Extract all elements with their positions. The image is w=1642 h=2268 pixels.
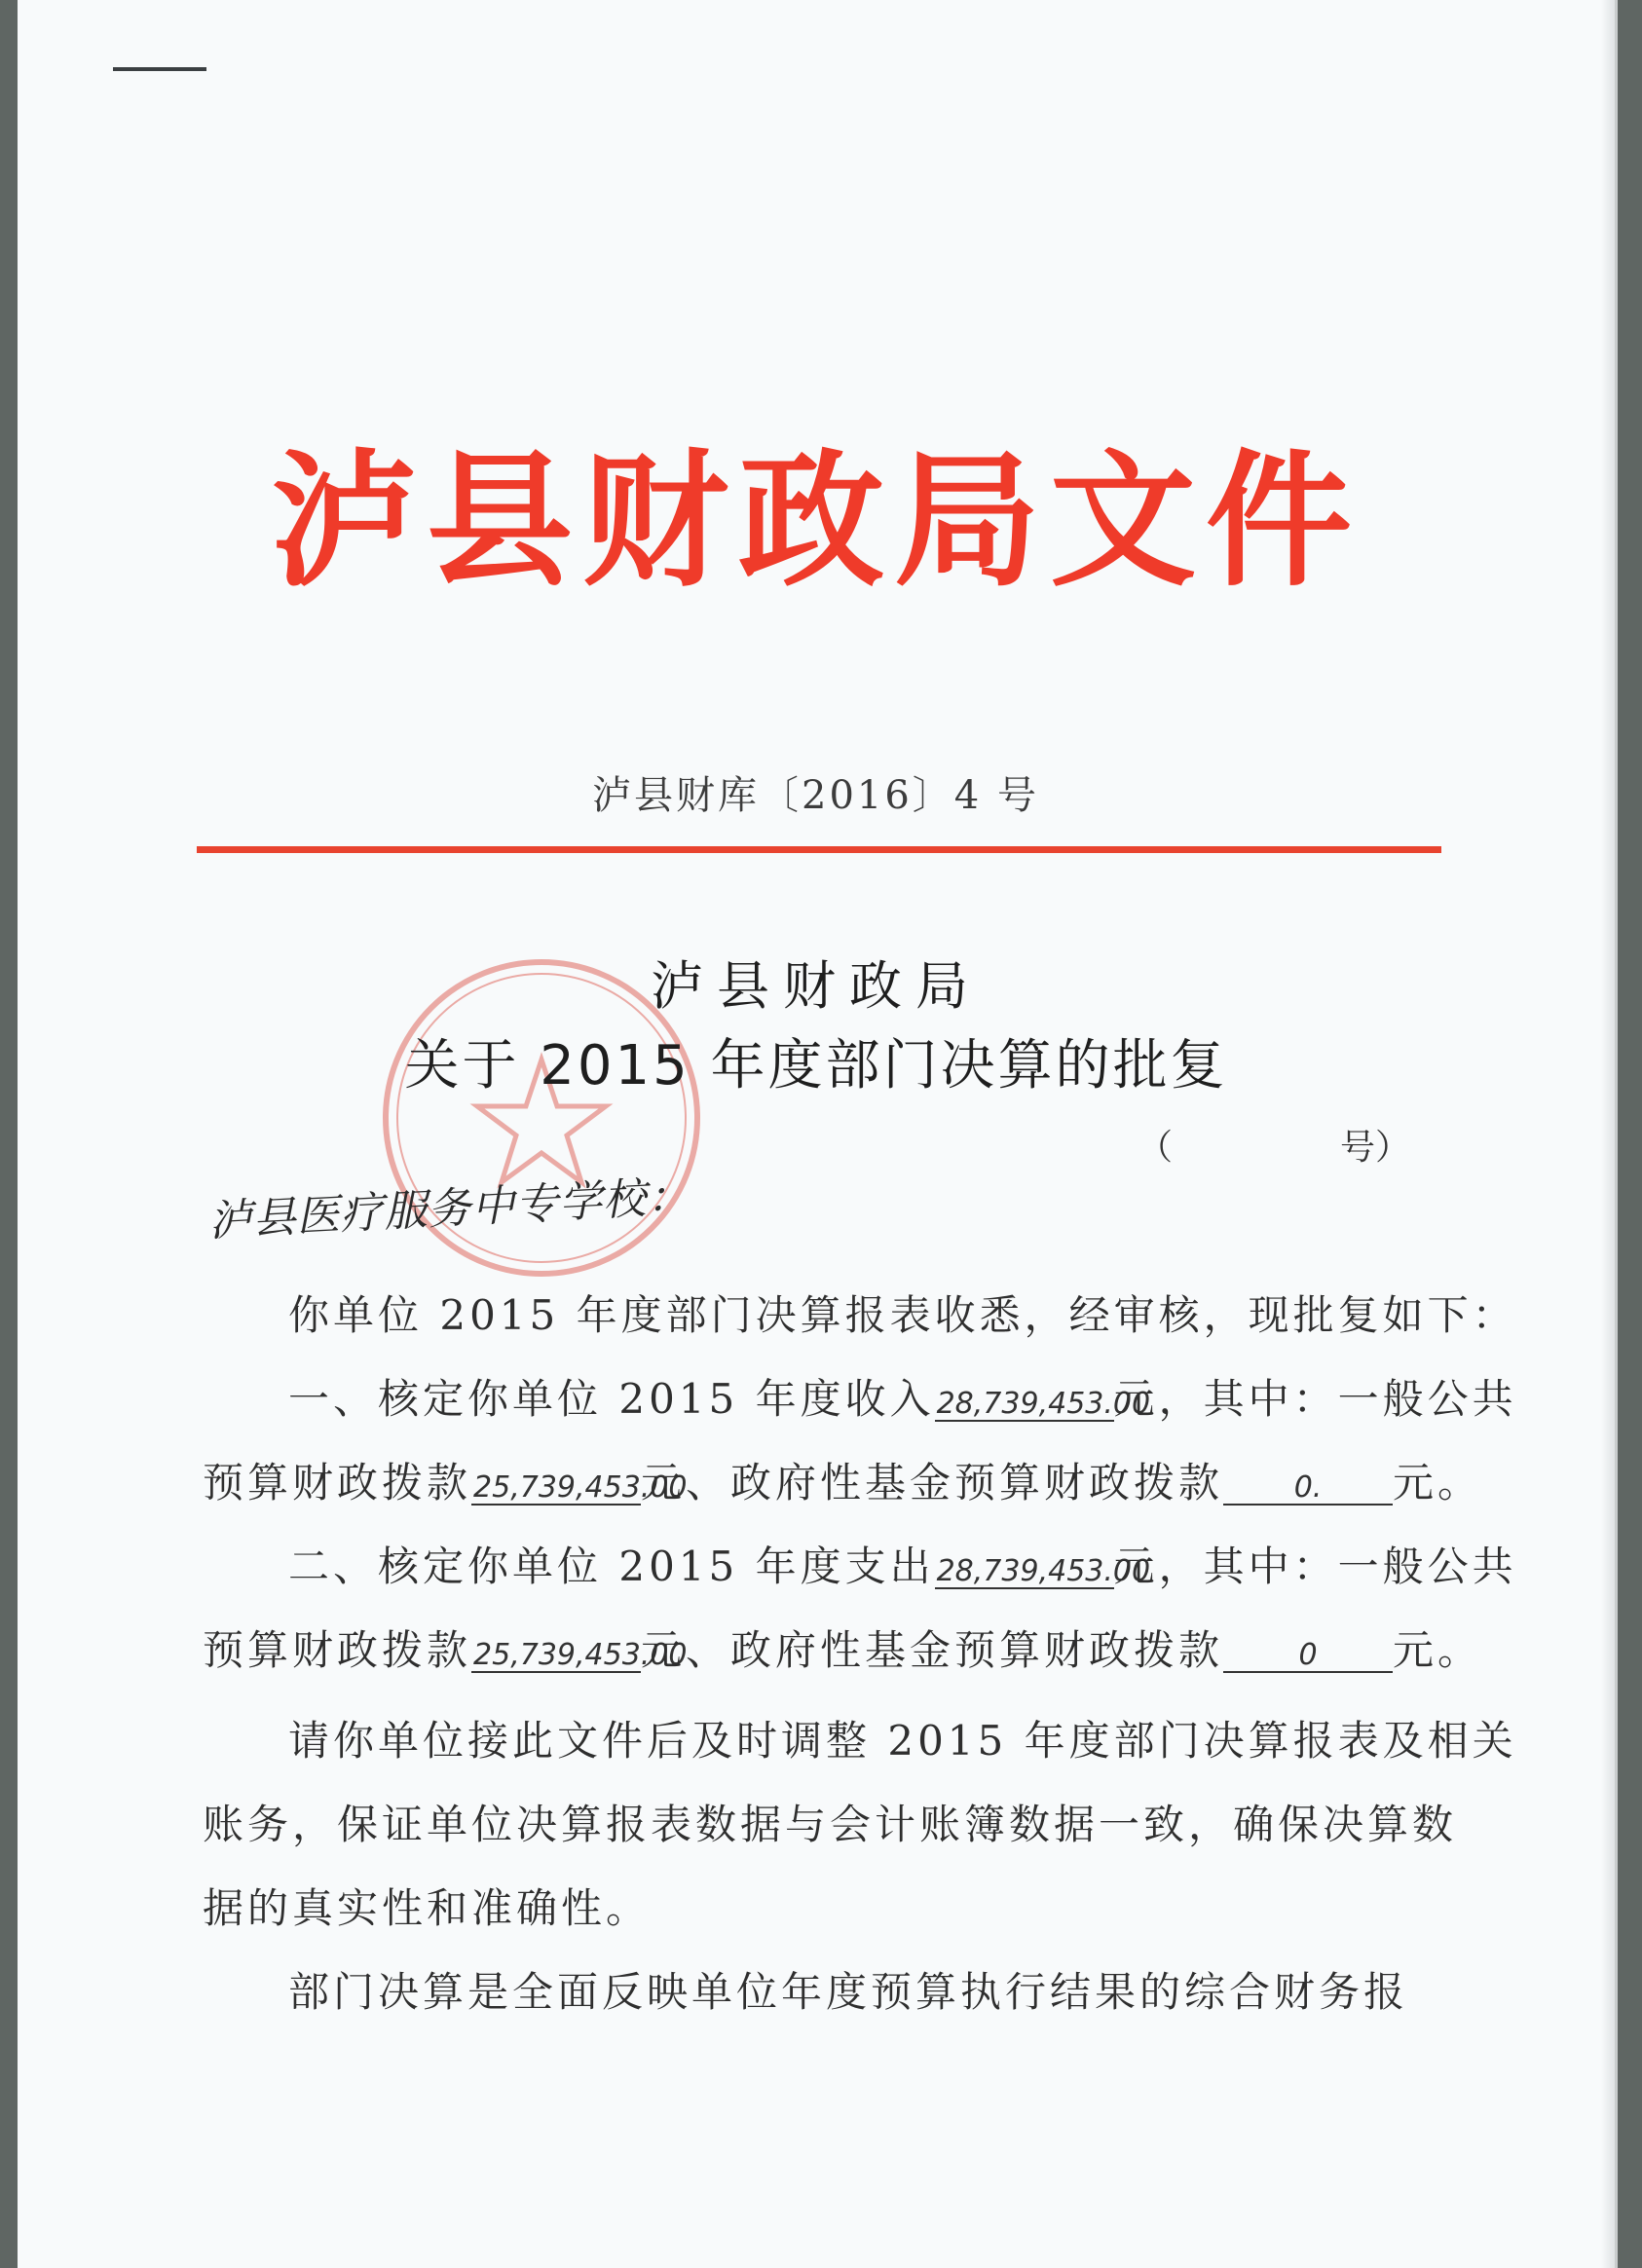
paragraph-final-report: 部门决算是全面反映单位年度预算执行结果的综合财务报 [288,1968,1409,2016]
corner-dash [113,67,206,71]
expense-detail-text-a: 预算财政拨款 [203,1626,472,1674]
page-edge-shadow [1601,0,1615,2268]
paragraph-adjust: 请你单位接此文件后及时调整 2015 年度部门决算报表及相关 [288,1717,1517,1765]
income-detail-text-a: 预算财政拨款 [203,1459,472,1506]
income-detail-text-c: 元。 [1393,1459,1483,1506]
document-page [18,0,1618,2268]
serial-close: 号） [1339,1128,1410,1168]
income-detail-text-b: 元、政府性基金预算财政拨款 [641,1459,1224,1506]
handwritten-addressee: 泸县医疗服务中专学校： [207,1171,692,1246]
document-title-subject: 关于 2015 年度部门决算的批复 [404,1034,1228,1097]
red-divider-line [197,846,1441,853]
expense-text-b: 元，其中：一般公共 [1113,1543,1517,1590]
paragraph-expense-detail [203,1618,1482,1677]
serial-open: （ [1138,1128,1174,1168]
paragraph-income-detail [203,1451,1482,1509]
paragraph-adjust-cont: 账务，保证单位决算报表数据与会计账簿数据一致，确保决算数 [203,1801,1458,1848]
document-number: 泸县财库〔2016〕4 号 [592,773,1039,818]
expense-detail-text-c: 元。 [1393,1626,1483,1674]
handwritten-expense-general: 25,739,453.00 [473,1638,688,1672]
income-text-a: 一、核定你单位 2015 年度收入 [288,1375,935,1423]
income-text-b: 元，其中：一般公共 [1113,1375,1517,1423]
handwritten-income-amount: 28,739,453.00 [936,1387,1151,1421]
handwritten-income-fund: 0. [1223,1471,1393,1506]
expense-text-a: 二、核定你单位 2015 年度支出 [288,1543,935,1590]
paragraph-adjust-end: 据的真实性和准确性。 [203,1884,652,1932]
handwritten-income-general: 25,739,453.00 [473,1470,688,1505]
paragraph-income [288,1367,1517,1426]
expense-detail-text-b: 元、政府性基金预算财政拨款 [641,1626,1224,1674]
red-header-title: 泸县财政局文件 [270,435,1362,607]
handwritten-expense-amount: 28,739,453.00 [936,1554,1151,1588]
handwritten-expense-fund: 0 [1223,1639,1393,1673]
document-title-agency: 泸县财政局 [651,955,982,1017]
paragraph-expense [288,1535,1517,1593]
paragraph-intro: 你单位 2015 年度部门决算报表收悉，经审核，现批复如下： [288,1291,1517,1339]
